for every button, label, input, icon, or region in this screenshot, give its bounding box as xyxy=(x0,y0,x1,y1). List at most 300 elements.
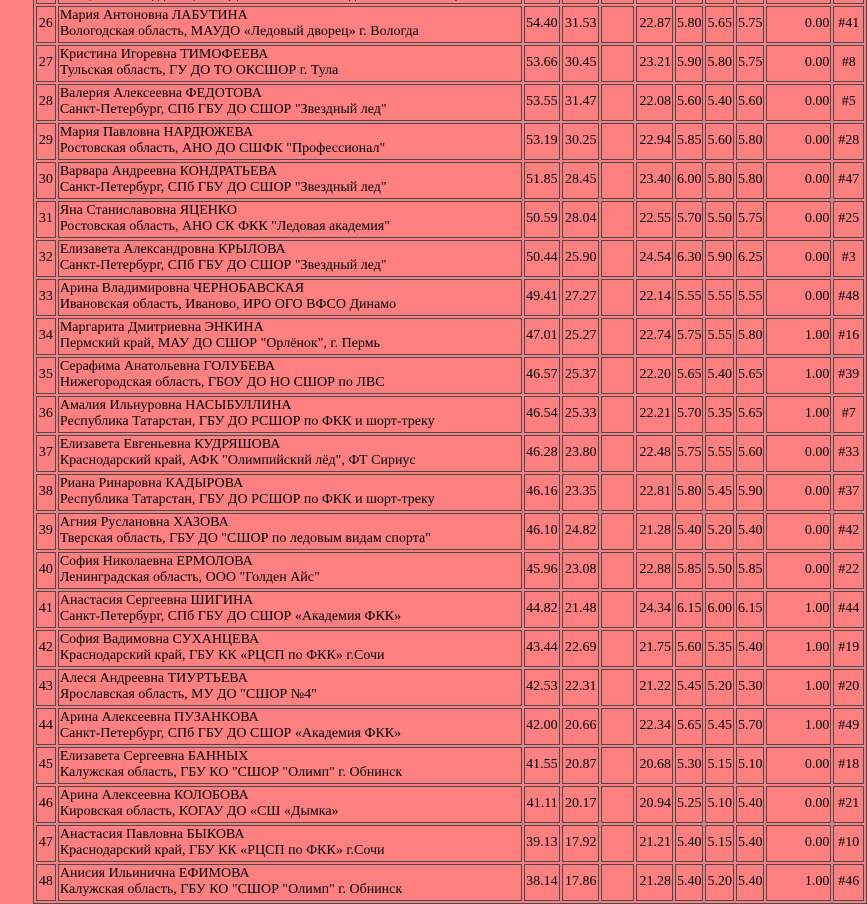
deductions-cell: 0.00 xyxy=(766,786,831,823)
bonus-cell xyxy=(601,0,635,4)
element-score-cell: 30.25 xyxy=(562,123,599,160)
deductions-cell: 0.00 xyxy=(766,84,831,121)
component-1-cell: 5.70 xyxy=(675,396,704,433)
athlete-cell xyxy=(58,6,522,43)
athlete-name: Кристина Игоревна ТИМОФЕЕВА xyxy=(59,47,269,62)
start-number-cell: #42 xyxy=(833,513,864,550)
place-cell: 29 xyxy=(36,123,56,160)
total-score-cell: 42.53 xyxy=(524,669,560,706)
component-1-cell: 5.55 xyxy=(675,279,704,316)
total-score-cell: 46.16 xyxy=(524,474,560,511)
component-2-cell: 5.65 xyxy=(705,6,734,43)
component-1-cell xyxy=(675,0,704,4)
place-cell: 28 xyxy=(36,84,56,121)
table-row xyxy=(36,786,864,823)
athlete-organization: Краснодарский край, АФК "Олимпийский лёд", ФТ Сириус xyxy=(59,453,416,468)
component-2-cell: 5.40 xyxy=(705,84,734,121)
component-1-cell: 5.70 xyxy=(675,201,704,238)
athlete-cell xyxy=(58,396,522,433)
component-score-cell: 22.74 xyxy=(636,318,673,355)
athlete-name: София Николаевна ЕРМОЛОВА xyxy=(59,554,253,569)
table-row xyxy=(36,474,864,511)
athlete-cell xyxy=(58,0,522,4)
athlete-name: Арина Владимировна ЧЕРНОБАВСКАЯ xyxy=(59,281,305,296)
athlete-cell xyxy=(58,435,522,472)
component-3-cell: 5.65 xyxy=(736,357,765,394)
start-number-cell: #21 xyxy=(833,786,864,823)
bonus-cell xyxy=(601,669,635,706)
start-number-cell: #46 xyxy=(833,864,864,901)
table-row xyxy=(36,669,864,706)
table-row xyxy=(36,162,864,199)
bonus-cell xyxy=(601,84,635,121)
table-row xyxy=(36,435,864,472)
component-3-cell: 5.60 xyxy=(736,435,765,472)
element-score-cell: 28.45 xyxy=(562,162,599,199)
bonus-cell xyxy=(601,786,635,823)
component-1-cell: 5.85 xyxy=(675,552,704,589)
component-score-cell: 21.22 xyxy=(636,669,673,706)
component-2-cell: 5.45 xyxy=(705,708,734,745)
deductions-cell: 0.00 xyxy=(766,279,831,316)
component-score-cell: 21.21 xyxy=(636,825,673,862)
component-3-cell: 5.85 xyxy=(736,552,765,589)
athlete-name: Маргарита Дмитриевна ЭНКИНА xyxy=(59,320,264,335)
athlete-organization: Санкт-Петербург, СПб ГБУ ДО СШОР "Звездный лед" xyxy=(59,180,387,195)
component-2-cell: 5.15 xyxy=(705,825,734,862)
start-number-cell: #41 xyxy=(833,6,864,43)
bonus-cell xyxy=(601,513,635,550)
place-cell: 38 xyxy=(36,474,56,511)
table-row xyxy=(36,279,864,316)
athlete-cell xyxy=(58,825,522,862)
component-score-cell: 24.34 xyxy=(636,591,673,628)
bonus-cell xyxy=(601,279,635,316)
athlete-name: Мария Антоновна ЛАБУТИНА xyxy=(59,8,248,23)
component-score-cell: 20.68 xyxy=(636,747,673,784)
component-score-cell: 22.21 xyxy=(636,396,673,433)
table-row xyxy=(36,396,864,433)
component-1-cell: 5.75 xyxy=(675,435,704,472)
bonus-cell xyxy=(601,240,635,277)
bonus-cell xyxy=(601,708,635,745)
athlete-cell xyxy=(58,708,522,745)
deductions-cell: 1.00 xyxy=(766,864,831,901)
component-3-cell: 5.10 xyxy=(736,747,765,784)
component-2-cell: 5.40 xyxy=(705,357,734,394)
total-score-cell: 47.01 xyxy=(524,318,560,355)
start-number-cell: #33 xyxy=(833,435,864,472)
component-2-cell: 5.20 xyxy=(705,513,734,550)
element-score-cell: 20.87 xyxy=(562,747,599,784)
bonus-cell xyxy=(601,591,635,628)
deductions-cell: 0.00 xyxy=(766,45,831,82)
place-cell: 41 xyxy=(36,591,56,628)
total-score-cell: 49.41 xyxy=(524,279,560,316)
deductions-cell: 0.00 xyxy=(766,240,831,277)
place-cell: 40 xyxy=(36,552,56,589)
component-score-cell: 22.14 xyxy=(636,279,673,316)
table-row xyxy=(36,591,864,628)
component-3-cell: 5.80 xyxy=(736,162,765,199)
component-2-cell: 5.20 xyxy=(705,864,734,901)
component-3-cell: 5.40 xyxy=(736,825,765,862)
component-score-cell: 22.34 xyxy=(636,708,673,745)
athlete-cell xyxy=(58,201,522,238)
bonus-cell xyxy=(601,435,635,472)
start-number-cell: #28 xyxy=(833,123,864,160)
athlete-name: Анастасия Сергеевна ШИГИНА xyxy=(59,593,254,608)
element-score-cell: 25.90 xyxy=(562,240,599,277)
component-3-cell: 5.40 xyxy=(736,864,765,901)
element-score-cell: 27.27 xyxy=(562,279,599,316)
table-row xyxy=(36,552,864,589)
athlete-cell xyxy=(58,591,522,628)
athlete-name: Мария Павловна НАРДЮЖЕВА xyxy=(59,125,254,140)
athlete-organization: Краснодарский край, ГБУ КК «РЦСП по ФКК» г.Сочи xyxy=(59,843,385,858)
component-3-cell: 6.25 xyxy=(736,240,765,277)
results-table xyxy=(33,0,867,904)
tss-cell xyxy=(524,0,560,4)
element-score-cell: 28.04 xyxy=(562,201,599,238)
athlete-organization: Ростовская область, АНО ДО СШФК "Профессионал" xyxy=(59,141,386,156)
athlete-organization: Санкт-Петербург, СПб ГБУ ДО СШОР «Академия ФКК» xyxy=(59,726,402,741)
athlete-name: Елизавета Сергеевна БАННЫХ xyxy=(59,749,249,764)
deductions-cell xyxy=(766,0,831,4)
start-number-cell: #20 xyxy=(833,669,864,706)
component-score-cell: 21.75 xyxy=(636,630,673,667)
place-cell xyxy=(36,0,56,4)
element-score-cell: 23.80 xyxy=(562,435,599,472)
component-3-cell: 5.40 xyxy=(736,786,765,823)
element-score-cell: 21.48 xyxy=(562,591,599,628)
component-1-cell: 5.75 xyxy=(675,318,704,355)
place-cell: 39 xyxy=(36,513,56,550)
component-3-cell: 5.75 xyxy=(736,6,765,43)
start-number-cell: #37 xyxy=(833,474,864,511)
place-cell: 42 xyxy=(36,630,56,667)
component-1-cell: 5.40 xyxy=(675,513,704,550)
athlete-name: Серафима Анатольевна ГОЛУБЕВА xyxy=(59,359,276,374)
start-number-cell: #5 xyxy=(833,84,864,121)
deductions-cell: 1.00 xyxy=(766,357,831,394)
athlete-organization: Республика Татарстан, ГБУ ДО РСШОР по ФКК и шорт-треку xyxy=(59,492,435,507)
athlete-cell xyxy=(58,864,522,901)
bonus-cell xyxy=(601,45,635,82)
component-2-cell xyxy=(705,0,734,4)
place-cell: 30 xyxy=(36,162,56,199)
place-cell: 33 xyxy=(36,279,56,316)
deductions-cell: 1.00 xyxy=(766,669,831,706)
element-score-cell: 31.47 xyxy=(562,84,599,121)
total-score-cell: 43.44 xyxy=(524,630,560,667)
total-score-cell: 50.59 xyxy=(524,201,560,238)
athlete-organization: Санкт-Петербург, СПб ГБУ ДО СШОР "Звездный лед" xyxy=(59,258,387,273)
element-score-cell: 17.92 xyxy=(562,825,599,862)
component-2-cell: 5.60 xyxy=(705,123,734,160)
bonus-cell xyxy=(601,396,635,433)
element-score-cell: 30.45 xyxy=(562,45,599,82)
component-3-cell: 5.80 xyxy=(736,318,765,355)
component-score-cell: 22.48 xyxy=(636,435,673,472)
athlete-cell xyxy=(58,357,522,394)
deductions-cell: 0.00 xyxy=(766,201,831,238)
start-number-cell: #10 xyxy=(833,825,864,862)
element-score-cell: 22.69 xyxy=(562,630,599,667)
start-number-cell: #3 xyxy=(833,240,864,277)
athlete-name: Амалия Ильнуровна НАСЫБУЛЛИНА xyxy=(59,398,292,413)
place-cell: 36 xyxy=(36,396,56,433)
element-score-cell: 22.31 xyxy=(562,669,599,706)
bonus-cell xyxy=(601,318,635,355)
start-number-cell: #8 xyxy=(833,45,864,82)
place-cell: 44 xyxy=(36,708,56,745)
athlete-cell xyxy=(58,318,522,355)
deductions-cell: 1.00 xyxy=(766,396,831,433)
athlete-name: Арина Алексеевна КОЛОБОВА xyxy=(59,788,249,803)
total-score-cell: 41.11 xyxy=(524,786,560,823)
table-row xyxy=(36,708,864,745)
deductions-cell: 0.00 xyxy=(766,474,831,511)
start-number-cell: #44 xyxy=(833,591,864,628)
start-number-cell: #39 xyxy=(833,357,864,394)
athlete-name: Елизавета Евгеньевна КУДРЯШОВА xyxy=(59,437,281,452)
table-row xyxy=(36,6,864,43)
place-cell: 34 xyxy=(36,318,56,355)
deductions-cell: 1.00 xyxy=(766,630,831,667)
athlete-name: Валерия Алексеевна ФЕДОТОВА xyxy=(59,86,262,101)
deductions-cell: 0.00 xyxy=(766,435,831,472)
athlete-organization: Калужская область, ГБУ КО "СШОР "Олимп" г. Обнинск xyxy=(59,765,403,780)
deductions-cell: 0.00 xyxy=(766,6,831,43)
component-3-cell: 5.60 xyxy=(736,84,765,121)
total-score-cell: 46.10 xyxy=(524,513,560,550)
athlete-name: Анастасия Павловна БЫКОВА xyxy=(59,827,245,842)
athlete-organization: Тульская область, ГУ ДО ТО ОКСШОР г. Тула xyxy=(59,63,339,78)
table-row xyxy=(36,825,864,862)
component-2-cell: 5.55 xyxy=(705,435,734,472)
start-number-cell: #19 xyxy=(833,630,864,667)
element-score-cell: 31.53 xyxy=(562,6,599,43)
component-3-cell: 6.15 xyxy=(736,591,765,628)
component-score-cell: 21.28 xyxy=(636,513,673,550)
tes-cell xyxy=(562,0,599,4)
athlete-organization: Тверская область, ГБУ ДО "СШОР по ледовым видам спорта" xyxy=(59,531,431,546)
athlete-cell xyxy=(58,84,522,121)
component-2-cell: 5.55 xyxy=(705,279,734,316)
athlete-organization: Вологодская область, МАУДО «Ледовый дворец» г. Вологда xyxy=(59,24,419,39)
athlete-cell xyxy=(58,474,522,511)
component-1-cell: 5.85 xyxy=(675,123,704,160)
component-2-cell: 5.45 xyxy=(705,474,734,511)
component-2-cell: 6.00 xyxy=(705,591,734,628)
bonus-cell xyxy=(601,825,635,862)
athlete-organization: Ростовская область, АНО СК ФКК "Ледовая академия" xyxy=(59,219,390,234)
component-score-cell: 22.87 xyxy=(636,6,673,43)
table-row xyxy=(36,84,864,121)
previous-row xyxy=(36,0,864,4)
athlete-cell xyxy=(58,747,522,784)
table-row xyxy=(36,240,864,277)
deductions-cell: 0.00 xyxy=(766,513,831,550)
athlete-cell xyxy=(58,552,522,589)
place-cell: 31 xyxy=(36,201,56,238)
component-3-cell: 5.75 xyxy=(736,45,765,82)
component-2-cell: 5.10 xyxy=(705,786,734,823)
athlete-organization: Ярославская область, МУ ДО "СШОР №4" xyxy=(59,687,317,702)
component-1-cell: 5.80 xyxy=(675,6,704,43)
athlete-organization: Республика Татарстан, ГБУ ДО РСШОР по ФКК и шорт-треку xyxy=(59,414,435,429)
previous-row-org xyxy=(60,0,520,1)
component-3-cell: 5.55 xyxy=(736,279,765,316)
athlete-cell xyxy=(58,279,522,316)
component-score-cell: 22.08 xyxy=(636,84,673,121)
athlete-organization: Пермский край, МАУ ДО СШОР "Орлёнок", г. Пермь xyxy=(59,336,380,351)
place-cell: 27 xyxy=(36,45,56,82)
place-cell: 47 xyxy=(36,825,56,862)
component-3-cell: 5.75 xyxy=(736,201,765,238)
deductions-cell: 0.00 xyxy=(766,747,831,784)
place-cell: 35 xyxy=(36,357,56,394)
start-number-cell xyxy=(833,0,864,4)
deductions-cell: 0.00 xyxy=(766,162,831,199)
table-row xyxy=(36,201,864,238)
total-score-cell: 46.54 xyxy=(524,396,560,433)
component-score-cell: 21.28 xyxy=(636,864,673,901)
bonus-cell xyxy=(601,357,635,394)
total-score-cell: 51.85 xyxy=(524,162,560,199)
athlete-cell xyxy=(58,45,522,82)
bonus-cell xyxy=(601,123,635,160)
total-score-cell: 44.82 xyxy=(524,591,560,628)
element-score-cell: 17.86 xyxy=(562,864,599,901)
total-score-cell: 42.00 xyxy=(524,708,560,745)
element-score-cell: 20.66 xyxy=(562,708,599,745)
component-3-cell: 5.90 xyxy=(736,474,765,511)
total-score-cell: 53.19 xyxy=(524,123,560,160)
athlete-organization: Краснодарский край, ГБУ КК «РЦСП по ФКК» г.Сочи xyxy=(59,648,385,663)
table-row xyxy=(36,45,864,82)
athlete-organization: Ивановская область, Иваново, ИРО ОГО ВФСО Динамо xyxy=(59,297,397,312)
element-score-cell: 20.17 xyxy=(562,786,599,823)
component-2-cell: 5.80 xyxy=(705,45,734,82)
component-1-cell: 5.80 xyxy=(675,474,704,511)
component-2-cell: 5.35 xyxy=(705,396,734,433)
component-1-cell: 5.90 xyxy=(675,45,704,82)
athlete-name: Елизавета Александровна КРЫЛОВА xyxy=(59,242,286,257)
component-score-cell: 22.94 xyxy=(636,123,673,160)
start-number-cell: #47 xyxy=(833,162,864,199)
component-2-cell: 5.50 xyxy=(705,201,734,238)
element-score-cell: 23.35 xyxy=(562,474,599,511)
component-2-cell: 5.90 xyxy=(705,240,734,277)
bonus-cell xyxy=(601,552,635,589)
start-number-cell: #48 xyxy=(833,279,864,316)
athlete-organization: Санкт-Петербург, СПб ГБУ ДО СШОР «Академия ФКК» xyxy=(59,609,402,624)
component-1-cell: 5.60 xyxy=(675,630,704,667)
start-number-cell: #49 xyxy=(833,708,864,745)
place-cell: 45 xyxy=(36,747,56,784)
place-cell: 43 xyxy=(36,669,56,706)
total-score-cell: 54.40 xyxy=(524,6,560,43)
component-3-cell: 5.80 xyxy=(736,123,765,160)
component-1-cell: 5.60 xyxy=(675,84,704,121)
deductions-cell: 0.00 xyxy=(766,825,831,862)
component-3-cell: 5.40 xyxy=(736,513,765,550)
component-3-cell: 5.70 xyxy=(736,708,765,745)
component-1-cell: 5.30 xyxy=(675,747,704,784)
component-score-cell: 23.21 xyxy=(636,45,673,82)
component-3-cell xyxy=(736,0,765,4)
athlete-name: Арина Алексеевна ПУЗАНКОВА xyxy=(59,710,259,725)
athlete-name: Варвара Андреевна КОНДРАТЬЕВА xyxy=(59,164,278,179)
component-1-cell: 6.00 xyxy=(675,162,704,199)
place-cell: 32 xyxy=(36,240,56,277)
athlete-cell xyxy=(58,630,522,667)
table-row xyxy=(36,357,864,394)
total-score-cell: 41.55 xyxy=(524,747,560,784)
deductions-cell: 0.00 xyxy=(766,123,831,160)
athlete-cell xyxy=(58,240,522,277)
athlete-organization: Кировская область, КОГАУ ДО «СШ «Дымка» xyxy=(59,804,339,819)
athlete-organization: Ленинградская область, ООО "Голден Айс" xyxy=(59,570,320,585)
bonus-cell xyxy=(601,747,635,784)
bonus-cell xyxy=(601,864,635,901)
athlete-cell xyxy=(58,513,522,550)
start-number-cell: #18 xyxy=(833,747,864,784)
component-1-cell: 6.30 xyxy=(675,240,704,277)
component-score-cell: 22.20 xyxy=(636,357,673,394)
athlete-cell xyxy=(58,162,522,199)
total-score-cell: 50.44 xyxy=(524,240,560,277)
component-3-cell: 5.30 xyxy=(736,669,765,706)
deductions-cell: 1.00 xyxy=(766,591,831,628)
bonus-cell xyxy=(601,6,635,43)
athlete-organization: Нижегородская область, ГБОУ ДО НО СШОР по ЛВС xyxy=(59,375,385,390)
total-score-cell: 38.14 xyxy=(524,864,560,901)
start-number-cell: #7 xyxy=(833,396,864,433)
component-1-cell: 5.25 xyxy=(675,786,704,823)
athlete-name: Анисия Ильинична ЕФИМОВА xyxy=(59,866,250,881)
table-row xyxy=(36,513,864,550)
table-row xyxy=(36,747,864,784)
athlete-cell xyxy=(58,786,522,823)
element-score-cell: 25.33 xyxy=(562,396,599,433)
table-row xyxy=(36,864,864,901)
start-number-cell: #25 xyxy=(833,201,864,238)
component-1-cell: 5.65 xyxy=(675,708,704,745)
athlete-name: Алеся Андреевна ТИУРТЬЕВА xyxy=(59,671,248,686)
total-score-cell: 53.55 xyxy=(524,84,560,121)
component-1-cell: 5.40 xyxy=(675,864,704,901)
total-score-cell: 39.13 xyxy=(524,825,560,862)
place-cell: 37 xyxy=(36,435,56,472)
athlete-name: Агния Руслановна ХАЗОВА xyxy=(59,515,229,530)
total-score-cell: 53.66 xyxy=(524,45,560,82)
bonus-cell xyxy=(601,630,635,667)
place-cell: 26 xyxy=(36,6,56,43)
table-row xyxy=(36,318,864,355)
element-score-cell: 24.82 xyxy=(562,513,599,550)
component-3-cell: 5.40 xyxy=(736,630,765,667)
component-score-cell: 20.94 xyxy=(636,786,673,823)
total-score-cell: 46.57 xyxy=(524,357,560,394)
bonus-cell xyxy=(601,162,635,199)
table-row xyxy=(36,123,864,160)
component-2-cell: 5.35 xyxy=(705,630,734,667)
component-score-cell: 24.54 xyxy=(636,240,673,277)
component-score-cell: 22.81 xyxy=(636,474,673,511)
